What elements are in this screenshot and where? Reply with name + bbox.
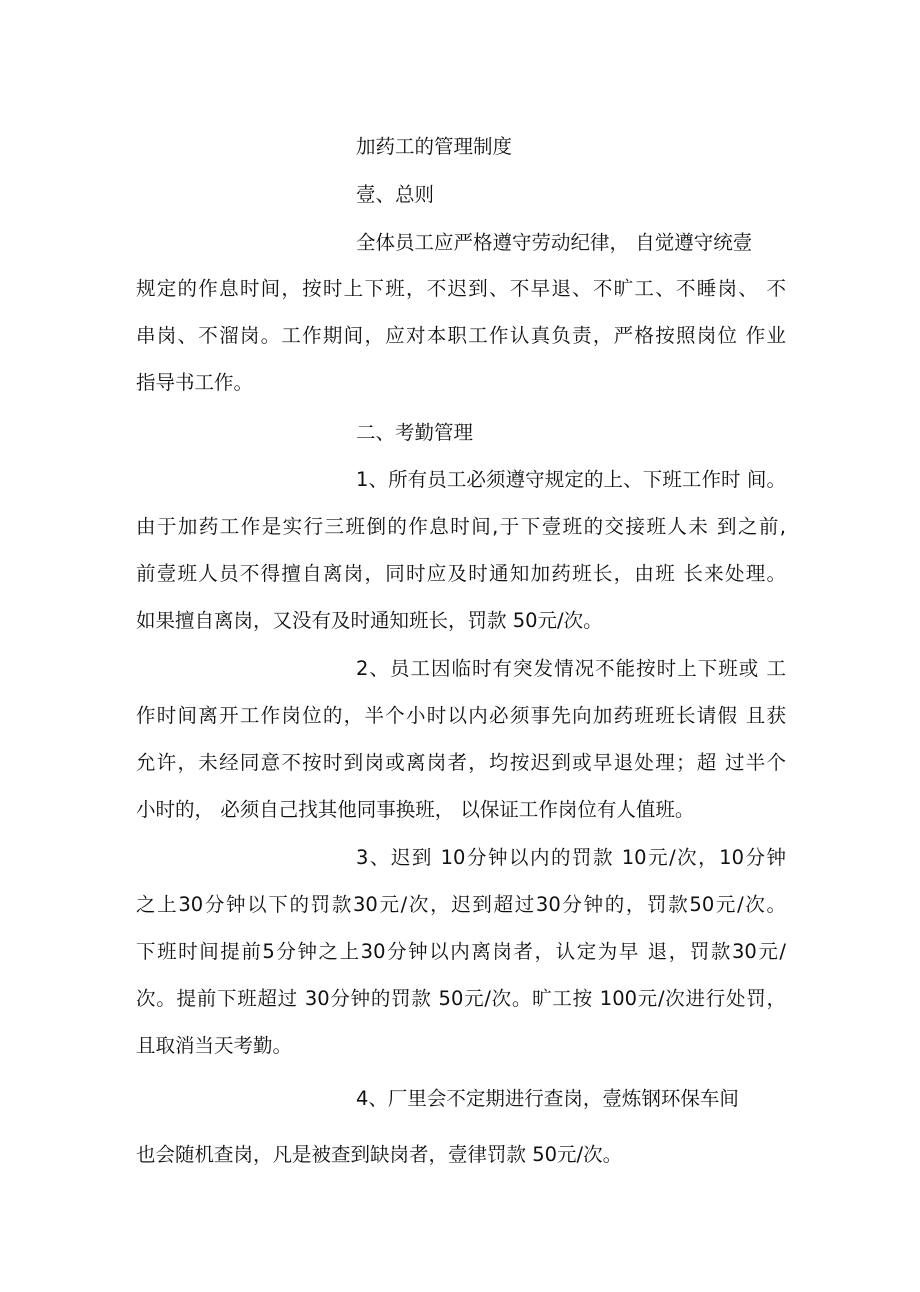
paragraph-line: 也会随机查岗，凡是被查到缺岗者，壹律罚款 50元/次。 <box>136 1143 623 1166</box>
paragraph-line: 由于加药工作是实行三班倒的作息时间,于下壹班的交接班人未 到之前, <box>136 515 786 538</box>
paragraph-line: 4、厂里会不定期进行查岗，壹炼钢环保车间 <box>356 1087 739 1110</box>
paragraph-line: 全体员工应严格遵守劳动纪律， 自觉遵守统壹 <box>356 231 753 254</box>
paragraph-line: 且取消当天考勤。 <box>136 1034 293 1057</box>
paragraph-line: 串岗、不溜岗。工作期间，应对本职工作认真负责，严格按照岗位 作业 <box>136 324 786 347</box>
paragraph-line: 作时间离开工作岗位的，半个小时以内必须事先向加药班班长请假 且获 <box>136 704 786 727</box>
paragraph-line: 如果擅自离岗，又没有及时通知班长，罚款 50元/次。 <box>136 609 603 632</box>
paragraph-line: 3、迟到 10分钟以内的罚款 10元/次，10分钟 <box>356 846 786 869</box>
paragraph-line: 下班时间提前5分钟之上30分钟以内离岗者，认定为早 退，罚款30元/ <box>136 940 786 963</box>
paragraph-line: 1、所有员工必须遵守规定的上、下班工作时 间。 <box>356 468 786 491</box>
paragraph-line: 允许，未经同意不按时到岗或离岗者，均按迟到或早退处理；超 过半个 <box>136 751 786 774</box>
paragraph-line: 规定的作息时间，按时上下班，不迟到、不早退、不旷工、不睡岗、 不 <box>136 277 786 300</box>
section-heading-attendance: 二、考勤管理 <box>356 421 474 444</box>
document-title: 加药工的管理制度 <box>356 135 513 158</box>
paragraph-line: 2、员工因临时有突发情况不能按时上下班或 工 <box>356 657 786 680</box>
paragraph-line: 之上30分钟以下的罚款30元/次，迟到超过30分钟的，罚款50元/次。 <box>136 893 786 916</box>
paragraph-line: 指导书工作。 <box>136 371 254 394</box>
paragraph-line: 次。提前下班超过 30分钟的罚款 50元/次。旷工按 100元/次进行处罚， <box>136 987 786 1010</box>
section-heading-general: 壹、总则 <box>356 183 435 206</box>
paragraph-line: 小时的， 必须自己找其他同事换班， 以保证工作岗位有人值班。 <box>136 798 695 821</box>
paragraph-line: 前壹班人员不得擅自离岗，同时应及时通知加药班长，由班 长来处理。 <box>136 562 786 585</box>
